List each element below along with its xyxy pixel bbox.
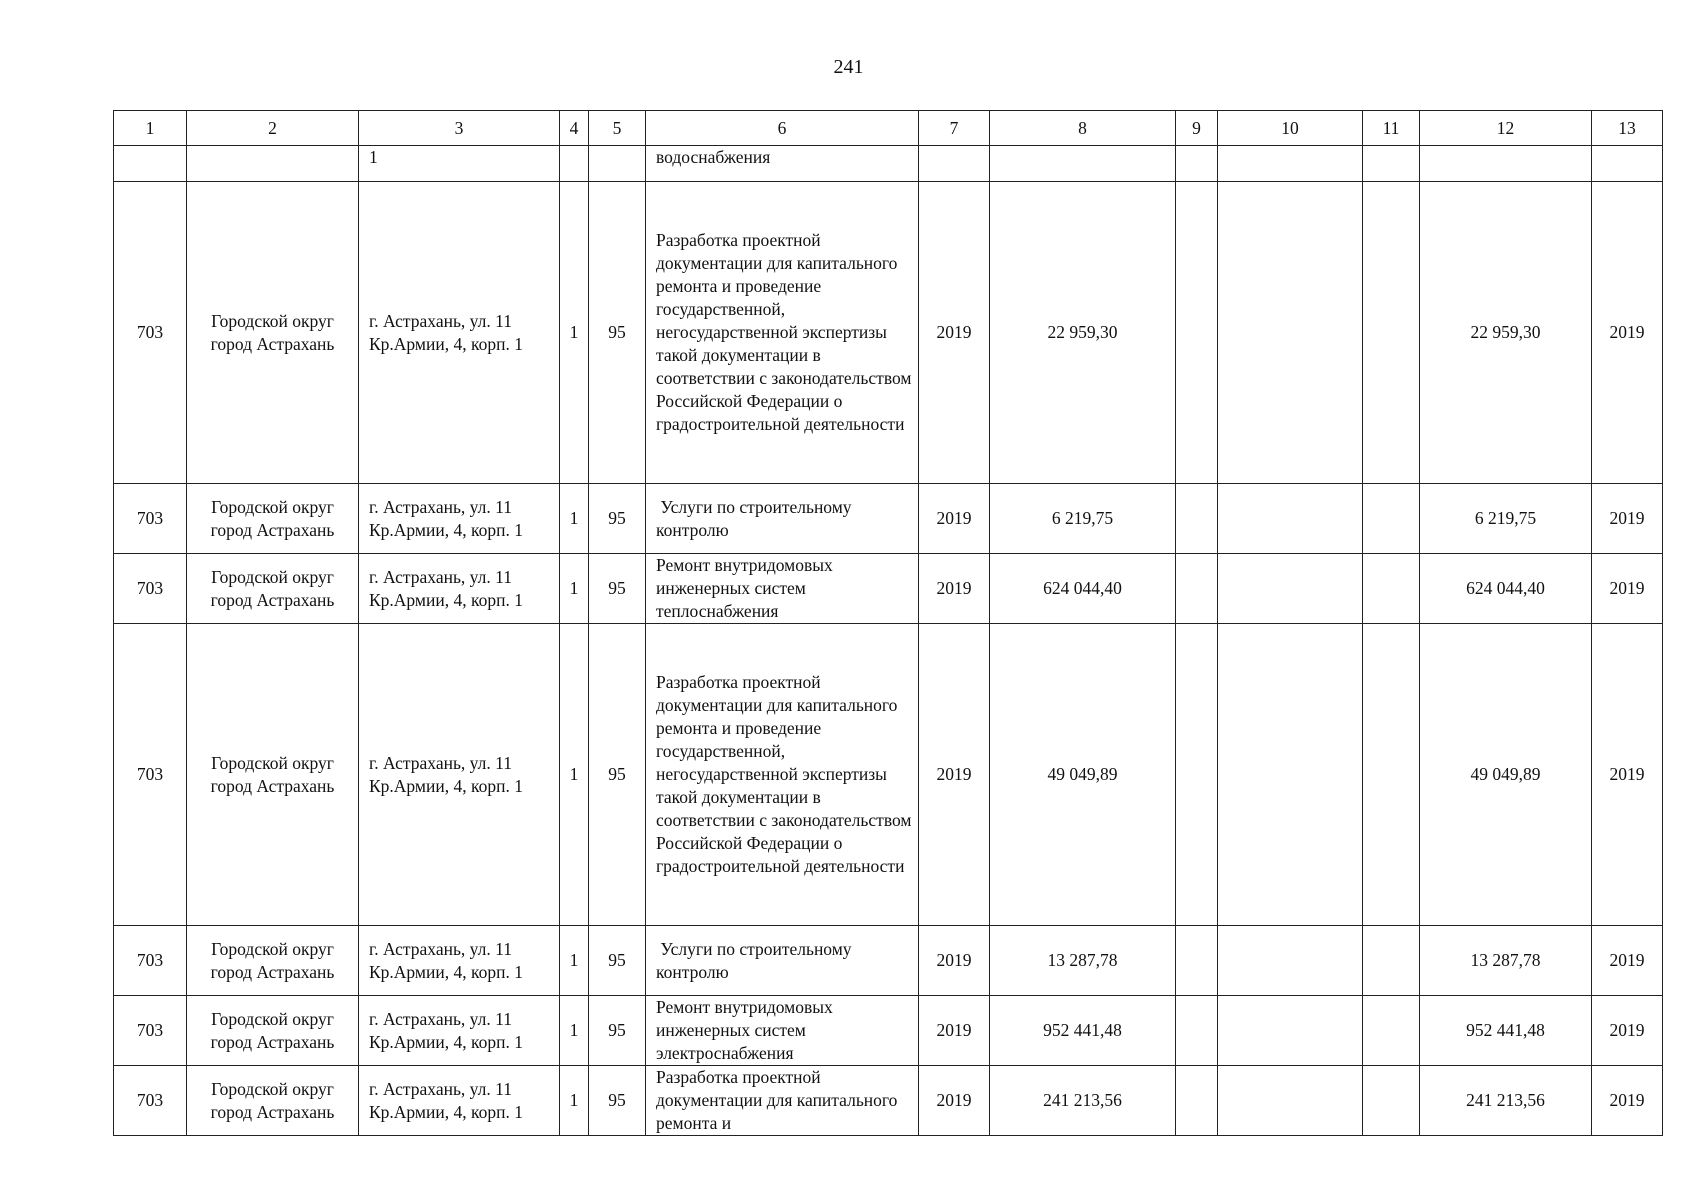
continuation-row: [114, 146, 1663, 182]
completion-year-cell: 2019: [1592, 926, 1663, 996]
year-cell: 2019: [919, 926, 990, 996]
col5-cell: 95: [589, 1066, 646, 1136]
year-cell: 2019: [919, 996, 990, 1066]
col5-cell: 95: [589, 554, 646, 624]
work-type-cell: водоснабжения: [646, 146, 919, 182]
col10-cell: [1218, 182, 1363, 484]
code-cell: 703: [114, 182, 187, 484]
col4-cell: 1: [560, 554, 589, 624]
table-row: [114, 554, 1663, 624]
table-row: [114, 1066, 1663, 1136]
column-header: 4: [560, 111, 589, 146]
completion-year-cell: 2019: [1592, 554, 1663, 624]
col11-cell: [1363, 1066, 1420, 1136]
col9-cell: [1176, 926, 1218, 996]
column-header: 5: [589, 111, 646, 146]
col10-cell: [1218, 554, 1363, 624]
col5-cell: 95: [589, 926, 646, 996]
works-registry-table: [113, 110, 1663, 1136]
col10-cell: [1218, 926, 1363, 996]
cost-cell: 952 441,48: [990, 996, 1176, 1066]
year-cell: 2019: [919, 624, 990, 926]
code-cell: 703: [114, 926, 187, 996]
address-cell: г. Астрахань, ул. 11 Кр.Армии, 4, корп. 1: [359, 484, 560, 554]
col9-cell: [1176, 484, 1218, 554]
municipality-cell: Городской округ город Астрахань: [187, 182, 359, 484]
column-header: 3: [359, 111, 560, 146]
col10-cell: [1218, 996, 1363, 1066]
col4-cell: 1: [560, 484, 589, 554]
address-cell: г. Астрахань, ул. 11 Кр.Армии, 4, корп. 1: [359, 926, 560, 996]
completion-year-cell: 2019: [1592, 1066, 1663, 1136]
col4-cell: 1: [560, 1066, 589, 1136]
cost-cell: 624 044,40: [990, 554, 1176, 624]
col5-cell: 95: [589, 996, 646, 1066]
year-cell: 2019: [919, 1066, 990, 1136]
fund-cost-cell: 952 441,48: [1420, 996, 1592, 1066]
address-cell: г. Астрахань, ул. 11 Кр.Армии, 4, корп. 1: [359, 996, 560, 1066]
address-cell: г. Астрахань, ул. 11 Кр.Армии, 4, корп. 1: [359, 554, 560, 624]
table-row: [114, 624, 1663, 926]
work-type-cell: Ремонт внутридомовых инженерных систем теплоснабжения: [646, 554, 919, 624]
col10-cell: [1218, 1066, 1363, 1136]
municipality-cell: Городской округ город Астрахань: [187, 1066, 359, 1136]
col4-cell: 1: [560, 996, 589, 1066]
work-type-cell: Разработка проектной документации для капитального ремонта и проведение государственной, негосударственной экспертизы такой документации в соответствии с законодательством Российской Федерации о градостроительной деятельности: [646, 624, 919, 926]
column-number-header-row: [114, 111, 1663, 146]
completion-year-cell: 2019: [1592, 484, 1663, 554]
column-header: 13: [1592, 111, 1663, 146]
work-type-cell: Услуги по строительному контролю: [646, 926, 919, 996]
work-type-cell: Услуги по строительному контролю: [646, 484, 919, 554]
address-cell: г. Астрахань, ул. 11 Кр.Армии, 4, корп. 1: [359, 1066, 560, 1136]
work-type-cell: Разработка проектной документации для капитального ремонта и: [646, 1066, 919, 1136]
address-cell: 1: [359, 146, 560, 182]
table-row: [114, 484, 1663, 554]
page-number: 241: [833, 56, 864, 78]
column-header: 6: [646, 111, 919, 146]
col11-cell: [1363, 484, 1420, 554]
municipality-cell: Городской округ город Астрахань: [187, 484, 359, 554]
cost-cell: 49 049,89: [990, 624, 1176, 926]
table-row: [114, 996, 1663, 1066]
address-cell: г. Астрахань, ул. 11 Кр.Армии, 4, корп. 1: [359, 182, 560, 484]
code-cell: 703: [114, 1066, 187, 1136]
col4-cell: 1: [560, 182, 589, 484]
col10-cell: [1218, 484, 1363, 554]
col9-cell: [1176, 554, 1218, 624]
cost-cell: 6 219,75: [990, 484, 1176, 554]
year-cell: 2019: [919, 484, 990, 554]
col5-cell: 95: [589, 484, 646, 554]
completion-year-cell: 2019: [1592, 182, 1663, 484]
code-cell: 703: [114, 624, 187, 926]
year-cell: 2019: [919, 554, 990, 624]
col10-cell: [1218, 624, 1363, 926]
year-cell: 2019: [919, 182, 990, 484]
col9-cell: [1176, 1066, 1218, 1136]
code-cell: 703: [114, 554, 187, 624]
work-type-cell: Ремонт внутридомовых инженерных систем электроснабжения: [646, 996, 919, 1066]
column-header: 7: [919, 111, 990, 146]
municipality-cell: Городской округ город Астрахань: [187, 926, 359, 996]
col11-cell: [1363, 624, 1420, 926]
municipality-cell: Городской округ город Астрахань: [187, 624, 359, 926]
col4-cell: 1: [560, 624, 589, 926]
fund-cost-cell: 13 287,78: [1420, 926, 1592, 996]
col9-cell: [1176, 624, 1218, 926]
col11-cell: [1363, 182, 1420, 484]
col5-cell: 95: [589, 182, 646, 484]
column-header: 12: [1420, 111, 1592, 146]
column-header: 1: [114, 111, 187, 146]
completion-year-cell: 2019: [1592, 996, 1663, 1066]
table-row: [114, 182, 1663, 484]
column-header: 8: [990, 111, 1176, 146]
col11-cell: [1363, 996, 1420, 1066]
column-header: 11: [1363, 111, 1420, 146]
table-row: [114, 926, 1663, 996]
work-type-cell: Разработка проектной документации для капитального ремонта и проведение государственной, негосударственной экспертизы такой документации в соответствии с законодательством Российской Федерации о градостроительной деятельности: [646, 182, 919, 484]
col9-cell: [1176, 182, 1218, 484]
completion-year-cell: 2019: [1592, 624, 1663, 926]
col5-cell: 95: [589, 624, 646, 926]
col4-cell: 1: [560, 926, 589, 996]
fund-cost-cell: 241 213,56: [1420, 1066, 1592, 1136]
fund-cost-cell: 624 044,40: [1420, 554, 1592, 624]
cost-cell: 241 213,56: [990, 1066, 1176, 1136]
column-header: 2: [187, 111, 359, 146]
municipality-cell: Городской округ город Астрахань: [187, 554, 359, 624]
cost-cell: 22 959,30: [990, 182, 1176, 484]
column-header: 9: [1176, 111, 1218, 146]
address-cell: г. Астрахань, ул. 11 Кр.Армии, 4, корп. 1: [359, 624, 560, 926]
code-cell: 703: [114, 484, 187, 554]
col9-cell: [1176, 996, 1218, 1066]
fund-cost-cell: 49 049,89: [1420, 624, 1592, 926]
column-header: 10: [1218, 111, 1363, 146]
fund-cost-cell: 22 959,30: [1420, 182, 1592, 484]
col11-cell: [1363, 926, 1420, 996]
col11-cell: [1363, 554, 1420, 624]
code-cell: 703: [114, 996, 187, 1066]
fund-cost-cell: 6 219,75: [1420, 484, 1592, 554]
municipality-cell: Городской округ город Астрахань: [187, 996, 359, 1066]
cost-cell: 13 287,78: [990, 926, 1176, 996]
